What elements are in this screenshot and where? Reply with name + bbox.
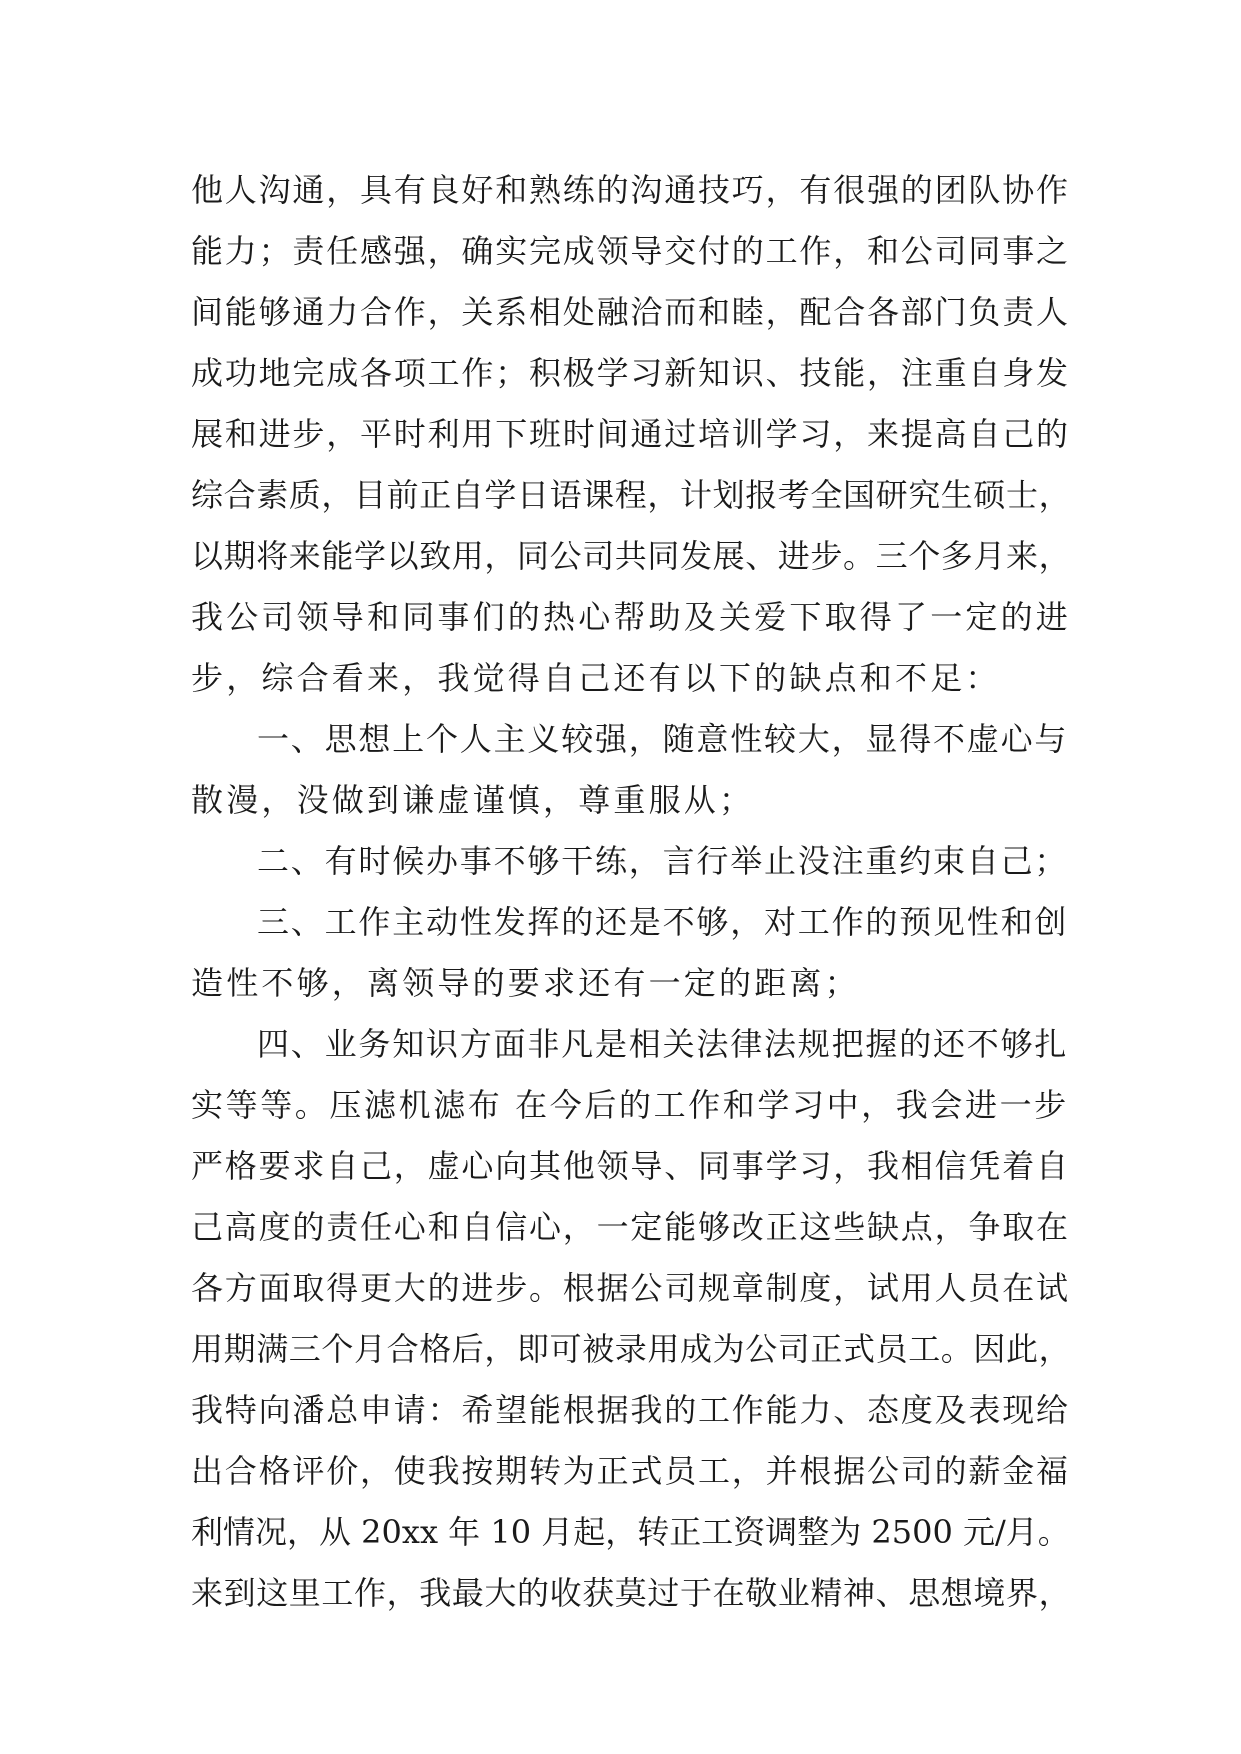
text-line: 我公司领导和同事们的热心帮助及关爱下取得了一定的进 (191, 598, 1072, 636)
text-line: 他人沟通，具有良好和熟练的沟通技巧，有很强的团队协作 (191, 171, 1070, 209)
text-line: 我特向潘总申请：希望能根据我的工作能力、态度及表现给 (191, 1391, 1070, 1429)
text-line: 步，综合看来，我觉得自己还有以下的缺点和不足： (191, 659, 1001, 697)
text-line: 造性不够，离领导的要求还有一定的距离； (191, 964, 860, 1002)
text-line: 间能够通力合作，关系相处融洽而和睦，配合各部门负责人 (191, 293, 1070, 331)
text-line: 能力；责任感强，确实完成领导交付的工作，和公司同事之 (191, 232, 1070, 270)
text-line: 综合素质，目前正自学日语课程，计划报考全国研究生硕士， (191, 476, 1072, 514)
text-line: 出合格评价，使我按期转为正式员工，并根据公司的薪金福 (191, 1452, 1070, 1490)
text-line: 来到这里工作，我最大的收获莫过于在敬业精神、思想境界， (191, 1574, 1072, 1612)
list-item-3: 三、工作主动性发挥的还是不够，对工作的预见性和创 (257, 903, 1069, 941)
text-line: 以期将来能学以致用，同公司共同发展、进步。三个多月来， (191, 537, 1072, 575)
list-item-4: 四、业务知识方面非凡是相关法律法规把握的还不够扎 (257, 1025, 1069, 1063)
text-line: 严格要求自己，虚心向其他领导、同事学习，我相信凭着自 (191, 1147, 1070, 1185)
list-item-2: 二、有时候办事不够干练，言行举止没注重约束自己； (257, 842, 1069, 880)
document-body (191, 160, 1071, 1624)
text-line: 展和进步，平时利用下班时间通过培训学习，来提高自己的 (191, 415, 1070, 453)
text-line: 成功地完成各项工作；积极学习新知识、技能，注重自身发 (191, 354, 1070, 392)
text-line: 散漫，没做到谦虚谨慎，尊重服从； (191, 781, 755, 819)
text-line: 用期满三个月合格后，即可被录用成为公司正式员工。因此， (191, 1330, 1072, 1368)
text-line: 各方面取得更大的进步。根据公司规章制度，试用人员在试 (191, 1269, 1070, 1307)
text-line: 利情况，从 20xx 年 10 月起，转正工资调整为 2500 元/月。 (191, 1513, 1070, 1551)
text-line: 实等等。压滤机滤布 在今后的工作和学习中，我会进一步 (191, 1086, 1069, 1124)
list-item-1: 一、思想上个人主义较强，随意性较大，显得不虚心与 (257, 720, 1069, 758)
text-line: 己高度的责任心和自信心，一定能够改正这些缺点，争取在 (191, 1208, 1070, 1246)
